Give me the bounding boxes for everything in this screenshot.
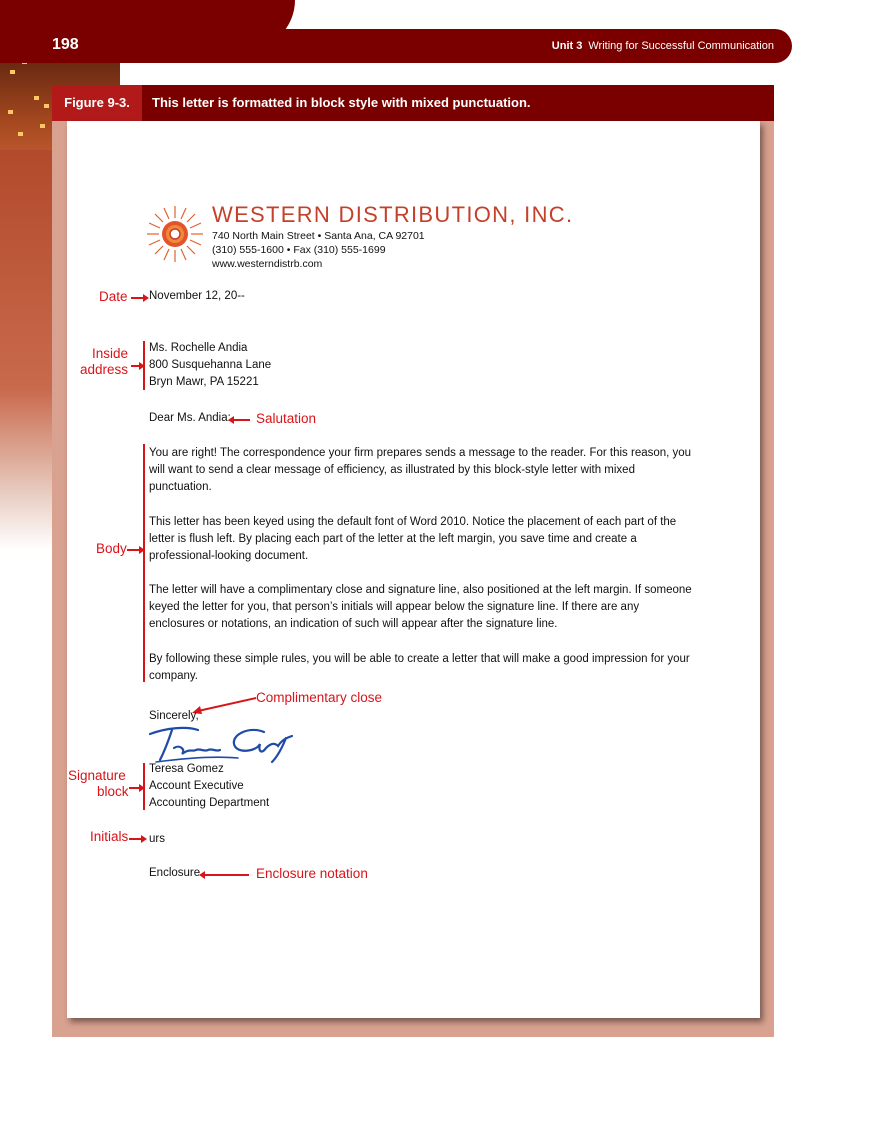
letter-date: November 12, 20-- [149,290,245,302]
annotation-salutation: Salutation [256,411,317,426]
bracket-body [143,444,145,682]
signer-title: Account Executive [149,780,244,792]
arrow-salutation [232,419,250,421]
annotation-signature-block-line2: block [97,784,129,799]
arrow-inside-address [131,365,141,367]
arrow-enclosure [203,874,249,876]
company-address: 740 North Main Street • Santa Ana, CA 92701 [212,230,425,242]
arrow-initials [129,838,143,840]
annotation-body: Body [96,541,127,556]
annotation-enclosure: Enclosure notation [256,866,368,881]
arrow-complimentary-close [190,696,258,716]
signer-name: Teresa Gomez [149,763,224,775]
arrow-body [127,549,141,551]
complimentary-close: Sincerely, [149,710,199,722]
sunburst-logo-icon [145,204,205,264]
body-paragraph-2: This letter has been keyed using the default font of Word 2010. Notice the placement of each part of the letter is flush left. By placing each part of the letter at the left margin, you save time and create a professional-looking document. [149,516,677,562]
annotation-inside-address-line2: address [80,362,129,377]
side-strip [0,150,52,550]
body-paragraph-4: By following these simple rules, you will be able to create a letter that will make a good impression for your company. [149,653,690,682]
figure-caption: This letter is formatted in block style with mixed punctuation. [152,95,531,110]
salutation: Dear Ms. Andia: [149,412,231,424]
unit-title: Writing for Successful Communication [588,40,774,52]
company-name: WESTERN DISTRIBUTION, INC. [212,202,574,227]
page-number: 198 [52,36,79,53]
annotation-complimentary-close: Complimentary close [256,690,383,705]
annotation-date: Date [99,289,128,304]
inside-address-line2: 800 Susquehanna Lane [149,359,272,371]
arrow-date [131,297,145,299]
company-web: www.westerndistrb.com [212,258,323,270]
body-paragraph-3: The letter will have a complimentary close and signature line, also positioned at the left margin. If someone keyed the letter for you, that person’s initials will appear below the signature line. If there are any enclosures or notations, an indication of such will appear after the signature line. [149,584,692,630]
inside-address-line3: Bryn Mawr, PA 15221 [149,376,259,388]
company-phone: (310) 555-1600 • Fax (310) 555-1699 [212,244,386,256]
body-paragraph-1: You are right! The correspondence your firm prepares sends a message to the reader. For this reason, you will want to send a clear message of efficiency, as illustrated by this block-style letter with mixed punctuation. [149,447,692,493]
typist-initials: urs [149,833,165,845]
running-head [552,40,774,52]
annotation-signature-block-line1: Signature [68,768,126,783]
annotation-initials: Initials [90,829,129,844]
enclosure: Enclosure [149,867,201,879]
inside-address-line1: Ms. Rochelle Andia [149,342,248,354]
arrow-signature-block [129,787,141,789]
figure-label: Figure 9-3. [52,85,142,121]
signer-department: Accounting Department [149,797,270,809]
annotation-inside-address-line1: Inside [92,346,129,361]
handwritten-signature [146,722,306,764]
unit-label: Unit 3 [551,40,583,52]
